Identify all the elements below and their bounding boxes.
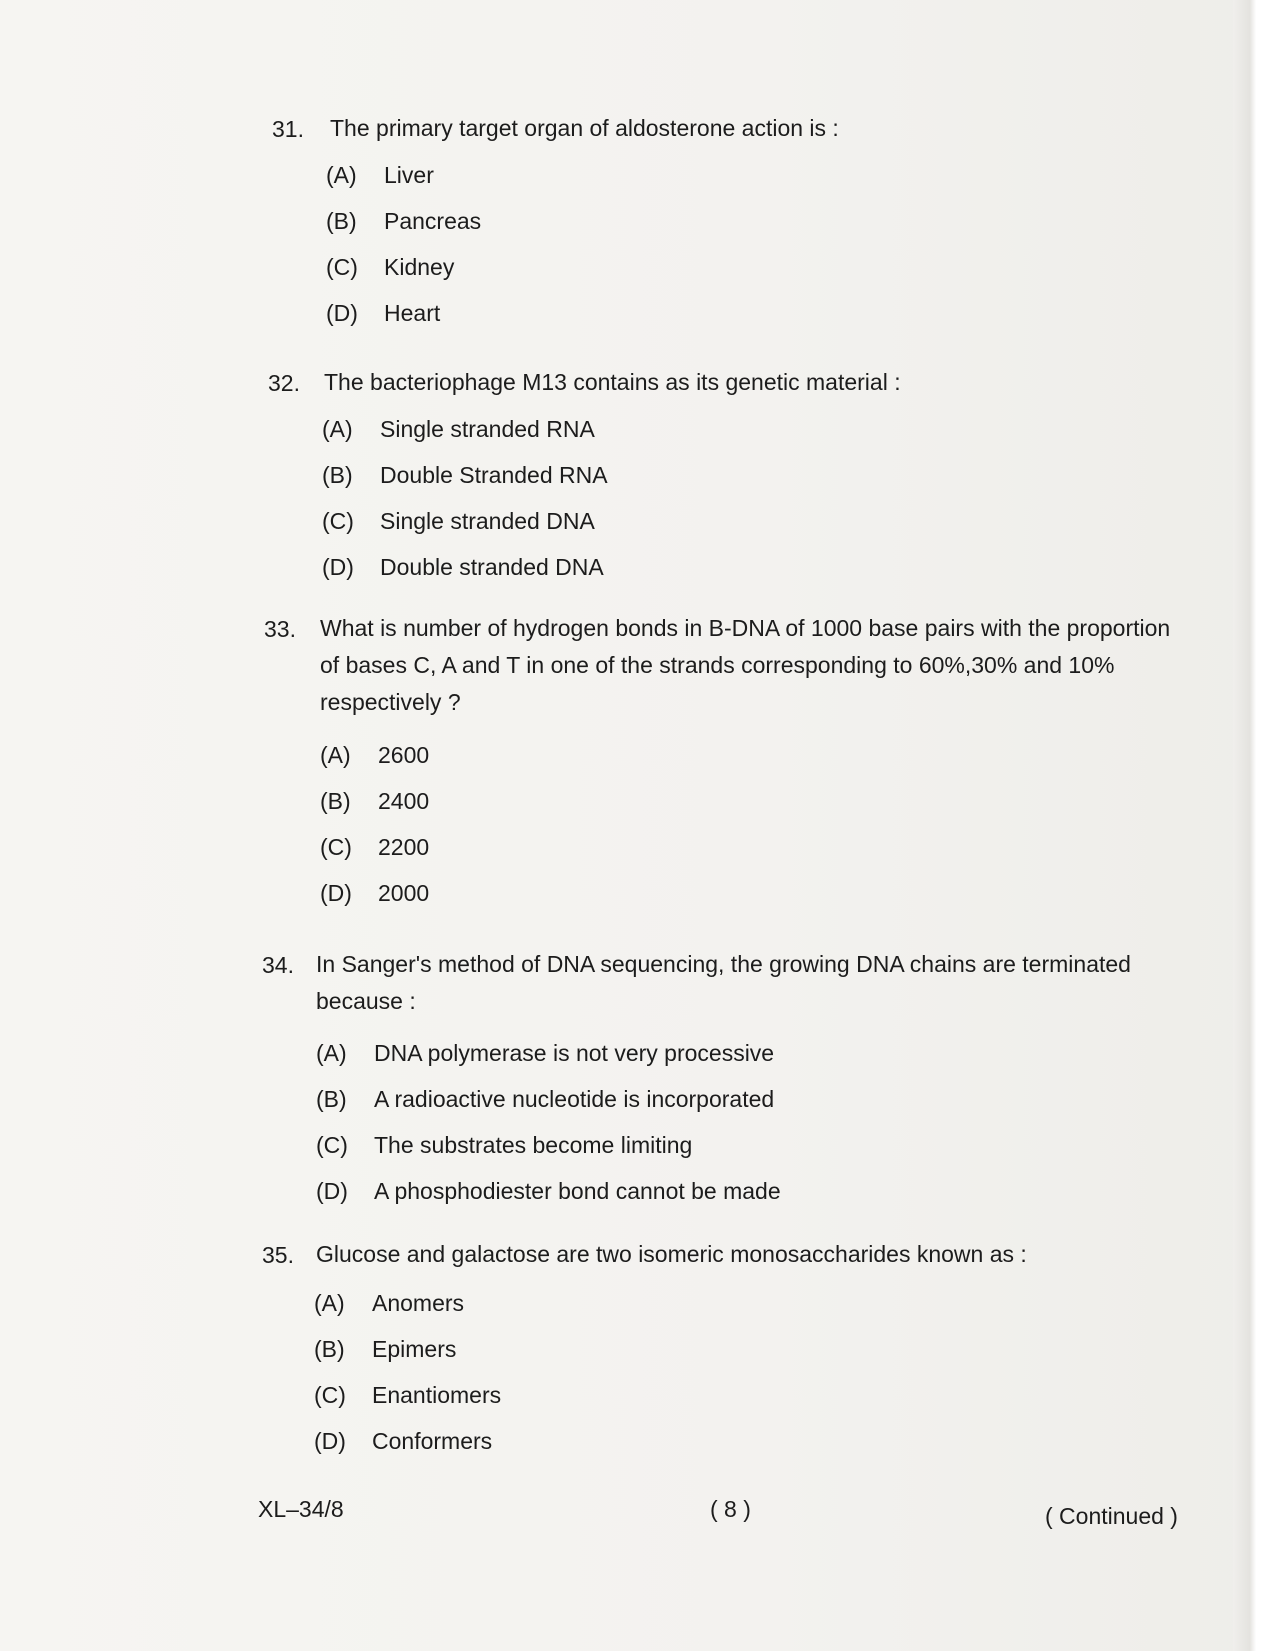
option-c: (C) 2200	[320, 834, 430, 860]
question-text: The primary target organ of aldosterone action is :	[330, 115, 839, 141]
option-b: (B) Double Stranded RNA	[322, 462, 608, 488]
question-number: 35.	[262, 1242, 294, 1268]
question-number: 31.	[272, 116, 304, 142]
option-b: (B) 2400	[320, 788, 430, 814]
question-number: 34.	[262, 952, 294, 978]
option-b: (B) Pancreas	[326, 208, 482, 234]
page-number: ( 8 )	[710, 1496, 751, 1522]
option-d: (D) Double stranded DNA	[322, 554, 604, 580]
question-text: The bacteriophage M13 contains as its genetic material :	[324, 369, 901, 395]
question-number: 33.	[264, 616, 296, 642]
option-b: (B) A radioactive nucleotide is incorporated	[316, 1086, 775, 1112]
question-text: What is number of hydrogen bonds in B-DNA of 1000 base pairs with the proportion of bases C, A and T in one of the strands corresponding to 60%,30% and 10% respectively ?	[320, 615, 1171, 715]
option-d: (D) Heart	[326, 300, 441, 326]
question-number: 32.	[268, 370, 300, 396]
option-a: (A) Anomers	[314, 1290, 465, 1316]
option-c: (C) Kidney	[326, 254, 455, 280]
paper-code: XL–34/8	[258, 1496, 344, 1522]
option-a: (A) DNA polymerase is not very processive	[316, 1040, 775, 1066]
option-a: (A) Liver	[326, 162, 434, 188]
option-c: (C) Single stranded DNA	[322, 508, 595, 534]
question-text: In Sanger's method of DNA sequencing, the growing DNA chains are terminated because :	[316, 951, 1131, 1014]
option-c: (C) Enantiomers	[314, 1382, 502, 1408]
option-c: (C) The substrates become limiting	[316, 1132, 693, 1158]
option-d: (D) 2000	[320, 880, 430, 906]
option-b: (B) Epimers	[314, 1336, 457, 1362]
question-text: Glucose and galactose are two isomeric monosaccharides known as :	[316, 1241, 1027, 1267]
page-edge	[1233, 0, 1275, 1651]
option-a: (A) Single stranded RNA	[322, 416, 595, 442]
option-d: (D) Conformers	[314, 1428, 493, 1454]
option-d: (D) A phosphodiester bond cannot be made	[316, 1178, 781, 1204]
option-a: (A) 2600	[320, 742, 430, 768]
continued-label: ( Continued )	[1045, 1503, 1178, 1529]
